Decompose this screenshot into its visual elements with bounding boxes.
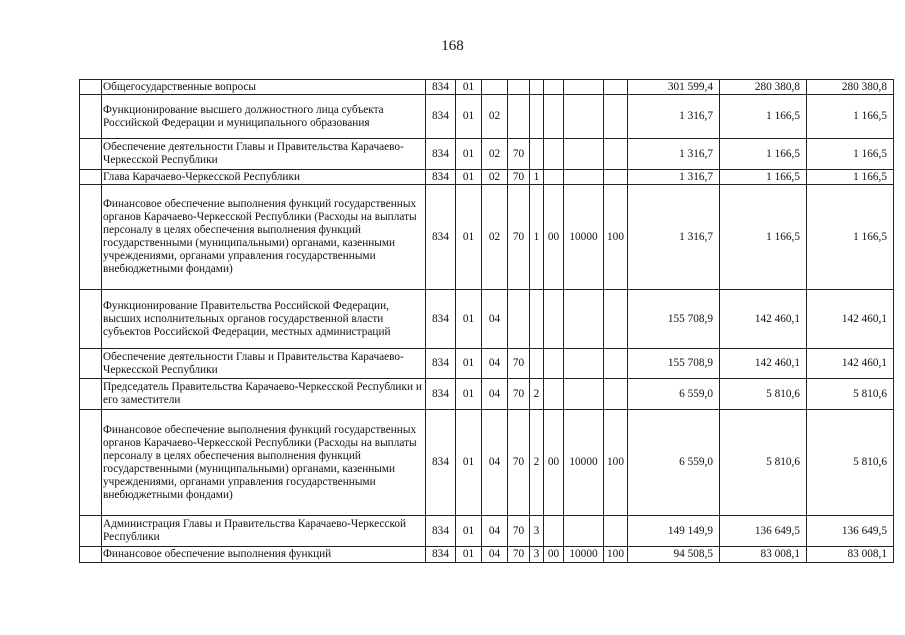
amount-1: 1 316,7 [628,95,720,139]
table-cell-blank [80,379,102,410]
amount-2: 1 166,5 [720,185,807,290]
activity-code: 00 [544,547,564,563]
subsection-code: 04 [482,349,508,379]
section-code: 01 [456,349,482,379]
amount-2: 1 166,5 [720,170,807,185]
subsection-code: 02 [482,170,508,185]
amount-3: 5 810,6 [807,410,894,516]
program-code: 70 [508,185,530,290]
amount-2: 142 460,1 [720,290,807,349]
subprogram-code [530,349,544,379]
activity-code [544,349,564,379]
subsection-code: 02 [482,139,508,170]
amount-2: 136 649,5 [720,516,807,547]
activity-code [544,516,564,547]
expense-type-code [604,349,628,379]
row-name: Обеспечение деятельности Главы и Правительства Карачаево-Черкесской Республики [102,139,426,170]
program-code: 70 [508,410,530,516]
subsection-code: 04 [482,547,508,563]
expense-type-code: 100 [604,185,628,290]
amount-2: 5 810,6 [720,379,807,410]
subsection-code: 04 [482,290,508,349]
amount-2: 5 810,6 [720,410,807,516]
expense-type-code [604,290,628,349]
subprogram-code: 1 [530,185,544,290]
program-code: 70 [508,516,530,547]
amount-1: 155 708,9 [628,349,720,379]
subsection-code: 04 [482,516,508,547]
table-row [80,139,894,170]
ved-code: 834 [426,95,456,139]
subprogram-code: 3 [530,547,544,563]
program-code [508,80,530,95]
direction-code [564,170,604,185]
expense-type-code [604,139,628,170]
ved-code: 834 [426,185,456,290]
table-cell-blank [80,516,102,547]
table-cell-blank [80,95,102,139]
amount-2: 83 008,1 [720,547,807,563]
amount-1: 1 316,7 [628,170,720,185]
table-row [80,170,894,185]
subsection-code: 02 [482,95,508,139]
activity-code [544,290,564,349]
section-code: 01 [456,547,482,563]
amount-3: 1 166,5 [807,139,894,170]
amount-1: 1 316,7 [628,185,720,290]
direction-code [564,290,604,349]
table-row [80,185,894,290]
section-code: 01 [456,185,482,290]
section-code: 01 [456,170,482,185]
amount-3: 1 166,5 [807,185,894,290]
expense-type-code [604,95,628,139]
amount-1: 301 599,4 [628,80,720,95]
activity-code: 00 [544,410,564,516]
table-row [80,349,894,379]
table-cell-blank [80,349,102,379]
direction-code [564,80,604,95]
section-code: 01 [456,80,482,95]
direction-code [564,95,604,139]
section-code: 01 [456,290,482,349]
subprogram-code: 2 [530,410,544,516]
table-row [80,516,894,547]
row-name: Председатель Правительства Карачаево-Черкесской Республики и его заместители [102,379,426,410]
direction-code [564,516,604,547]
direction-code: 10000 [564,547,604,563]
page-number: 168 [441,38,464,54]
subprogram-code: 3 [530,516,544,547]
expense-type-code [604,80,628,95]
amount-3: 5 810,6 [807,379,894,410]
table-row [80,379,894,410]
section-code: 01 [456,379,482,410]
activity-code [544,170,564,185]
direction-code: 10000 [564,185,604,290]
expense-type-code [604,379,628,410]
ved-code: 834 [426,547,456,563]
table-row [80,95,894,139]
activity-code [544,379,564,410]
subprogram-code [530,80,544,95]
ved-code: 834 [426,80,456,95]
amount-1: 1 316,7 [628,139,720,170]
amount-2: 142 460,1 [720,349,807,379]
amount-1: 155 708,9 [628,290,720,349]
direction-code: 10000 [564,410,604,516]
subprogram-code [530,139,544,170]
program-code: 70 [508,379,530,410]
subprogram-code: 2 [530,379,544,410]
ved-code: 834 [426,516,456,547]
ved-code: 834 [426,139,456,170]
amount-2: 280 380,8 [720,80,807,95]
program-code: 70 [508,170,530,185]
amount-3: 83 008,1 [807,547,894,563]
table-cell-blank [80,80,102,95]
section-code: 01 [456,95,482,139]
table-cell-blank [80,410,102,516]
subsection-code [482,80,508,95]
ved-code: 834 [426,170,456,185]
row-name: Финансовое обеспечение выполнения функций государственных органов Карачаево-Черкесской Республики (Расходы на выплаты персоналу в целях обеспечения выполнения функций государственными (муниципальными) органами, казенными учреждениями, органами управления государственными внебюджетными фондами) [102,410,426,516]
subprogram-code [530,290,544,349]
amount-3: 142 460,1 [807,290,894,349]
row-name: Глава Карачаево-Черкесской Республики [102,170,426,185]
table-row [80,547,894,563]
budget-table [79,79,894,563]
row-name: Функционирование высшего должностного лица субъекта Российской Федерации и муниципального образования [102,95,426,139]
program-code: 70 [508,139,530,170]
table-row [80,290,894,349]
ved-code: 834 [426,410,456,516]
amount-2: 1 166,5 [720,139,807,170]
amount-3: 280 380,8 [807,80,894,95]
table-cell-blank [80,547,102,563]
subsection-code: 02 [482,185,508,290]
activity-code [544,80,564,95]
amount-1: 94 508,5 [628,547,720,563]
section-code: 01 [456,139,482,170]
amount-1: 149 149,9 [628,516,720,547]
program-code [508,95,530,139]
table-cell-blank [80,185,102,290]
row-name: Финансовое обеспечение выполнения функций [102,547,426,563]
direction-code [564,349,604,379]
expense-type-code [604,516,628,547]
row-name: Обеспечение деятельности Главы и Правительства Карачаево-Черкесской Республики [102,349,426,379]
expense-type-code [604,170,628,185]
row-name: Администрация Главы и Правительства Карачаево-Черкесской Республики [102,516,426,547]
row-name: Финансовое обеспечение выполнения функций государственных органов Карачаево-Черкесской Республики (Расходы на выплаты персоналу в целях обеспечения выполнения функций государственными (муниципальными) органами, казенными учреждениями, органами управления государственными внебюджетными фондами) [102,185,426,290]
activity-code [544,95,564,139]
amount-1: 6 559,0 [628,410,720,516]
subprogram-code [530,95,544,139]
section-code: 01 [456,516,482,547]
table-cell-blank [80,290,102,349]
direction-code [564,139,604,170]
row-name: Общегосударственные вопросы [102,80,426,95]
expense-type-code: 100 [604,410,628,516]
expense-type-code: 100 [604,547,628,563]
activity-code [544,139,564,170]
amount-3: 142 460,1 [807,349,894,379]
table-cell-blank [80,139,102,170]
amount-2: 1 166,5 [720,95,807,139]
section-code: 01 [456,410,482,516]
amount-3: 136 649,5 [807,516,894,547]
table-row [80,410,894,516]
ved-code: 834 [426,290,456,349]
ved-code: 834 [426,349,456,379]
subsection-code: 04 [482,410,508,516]
activity-code: 00 [544,185,564,290]
row-name: Функционирование Правительства Российской Федерации, высших исполнительных органов государственной власти субъектов Российской Федерации, местных администраций [102,290,426,349]
subsection-code: 04 [482,379,508,410]
program-code: 70 [508,547,530,563]
ved-code: 834 [426,379,456,410]
program-code: 70 [508,349,530,379]
subprogram-code: 1 [530,170,544,185]
amount-3: 1 166,5 [807,170,894,185]
table-row [80,80,894,95]
program-code [508,290,530,349]
table-cell-blank [80,170,102,185]
amount-1: 6 559,0 [628,379,720,410]
direction-code [564,379,604,410]
amount-3: 1 166,5 [807,95,894,139]
